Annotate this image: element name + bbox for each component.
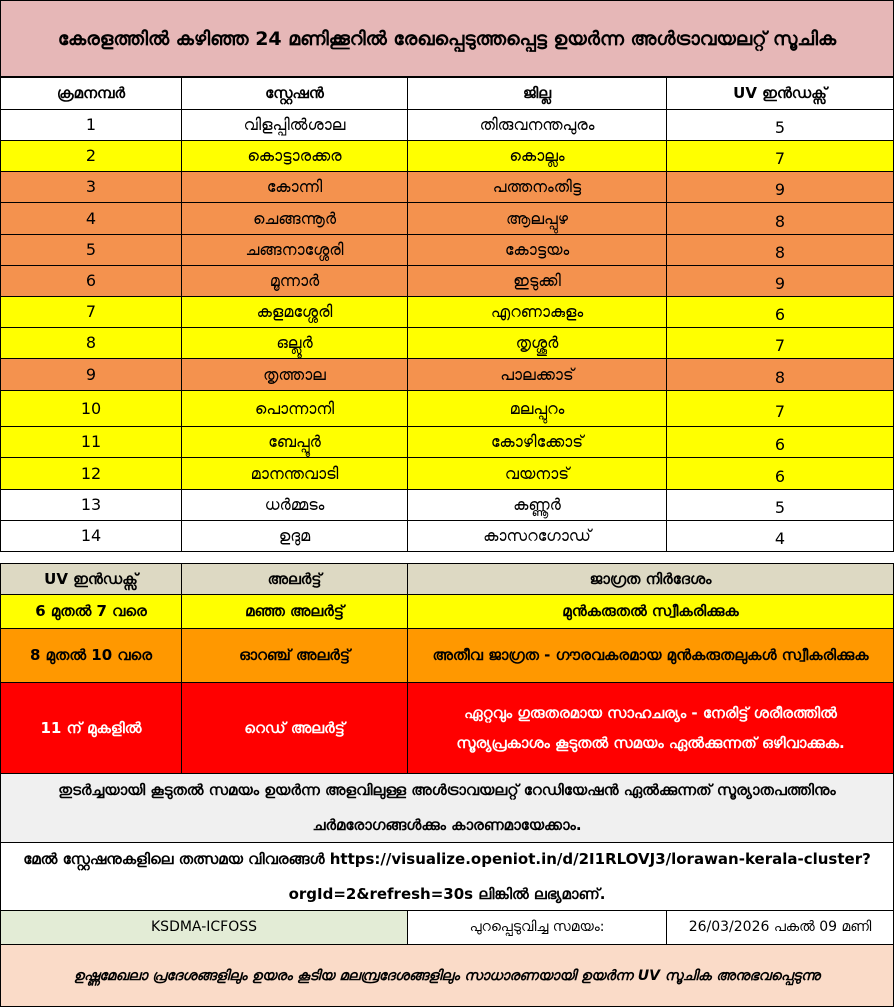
row-uv: 4 [666, 520, 894, 552]
row-uv: 5 [666, 489, 894, 521]
row-number: 12 [0, 457, 182, 490]
row-number: 8 [0, 327, 182, 359]
row-district: പാലക്കാട് [407, 358, 667, 391]
data-link-note: മേൽ സ്റ്റേഷനുകളിലെ തത്സമയ വിവരങ്ങൾ https://visualize.openiot.in/d/2I1RLOVJ3/lorawan-kerala-cluster?orgId=2&refresh=30s ലിങ്കിൽ ലഭ്യമാണ്. [0, 842, 894, 911]
row-station: വിളപ്പിൽശാല [181, 109, 408, 141]
row-station: ബേപ്പൂർ [181, 426, 408, 458]
legend-yellow-range: 6 മുതൽ 7 വരെ [0, 594, 182, 629]
legend-red-range: 11 ന് മുകളിൽ [0, 682, 182, 774]
row-station: കോന്നി [181, 171, 408, 203]
row-uv: 7 [666, 327, 894, 359]
bottom-note: ഉഷ്ണമേഖലാ പ്രദേശങ്ങളിലും ഉയരം കൂടിയ മലമ്പ്രദേശങ്ങളിലും സാധാരണയായി ഉയർന്ന UV സൂചിക അനുഭവപ്പെടുന്നു [0, 944, 894, 1007]
row-uv: 8 [666, 358, 894, 391]
row-uv: 8 [666, 234, 894, 266]
row-number: 5 [0, 234, 182, 266]
page-title: കേരളത്തിൽ കഴിഞ്ഞ 24 മണിക്കൂറിൽ രേഖപ്പെടുത്തപ്പെട്ട ഉയർന്ന അൾട്രാവയലറ്റ് സൂചിക [0, 0, 894, 77]
footer-source: KSDMA-ICFOSS [0, 910, 408, 945]
row-station: മൂന്നാർ [181, 265, 408, 297]
legend-orange-range: 8 മുതൽ 10 വരെ [0, 628, 182, 683]
row-number: 14 [0, 520, 182, 552]
row-district: മലപ്പുറം [407, 390, 667, 427]
row-number: 3 [0, 171, 182, 203]
row-uv: 9 [666, 265, 894, 297]
row-station: മാനന്തവാടി [181, 457, 408, 490]
legend-yellow-advice: മുൻകരുതൽ സ്വീകരിക്കുക [407, 594, 894, 629]
legend-header-alert: അലർട്ട് [181, 563, 408, 595]
legend-red-alert: റെഡ് അലർട്ട് [181, 682, 408, 774]
row-uv: 5 [666, 109, 894, 141]
row-district: കണ്ണൂർ [407, 489, 667, 521]
legend-header-uv: UV ഇൻഡക്സ് [0, 563, 182, 595]
col-header-number: ക്രമനമ്പർ [0, 77, 182, 110]
row-station: ചങ്ങനാശ്ശേരി [181, 234, 408, 266]
row-number: 9 [0, 358, 182, 391]
row-number: 4 [0, 202, 182, 235]
col-header-district: ജില്ല [407, 77, 667, 110]
row-district: കൊല്ലം [407, 140, 667, 172]
row-district: പത്തനംതിട്ട [407, 171, 667, 203]
legend-orange-advice: അതീവ ജാഗ്രത - ഗൗരവകരമായ മുൻകരുതലുകൾ സ്വീകരിക്കുക [407, 628, 894, 683]
row-district: എറണാകുളം [407, 296, 667, 328]
row-station: ഉദുമ [181, 520, 408, 552]
row-district: ആലപ്പുഴ [407, 202, 667, 235]
row-number: 13 [0, 489, 182, 521]
legend-red-advice: ഏറ്റവും ഗുരുതരമായ സാഹചര്യം - നേരിട്ട് ശരീരത്തിൽ സൂര്യപ്രകാശം കൂടുതൽ സമയം ഏൽക്കുന്നത് ഒഴിവാക്കുക. [407, 682, 894, 774]
legend-yellow-alert: മഞ്ഞ അലർട്ട് [181, 594, 408, 629]
row-station: കൊട്ടാരക്കര [181, 140, 408, 172]
footer-published-time: 26/03/2026 പകൽ 09 മണി [666, 910, 894, 945]
row-district: വയനാട് [407, 457, 667, 490]
row-uv: 8 [666, 202, 894, 235]
row-station: തൃത്താല [181, 358, 408, 391]
row-station: ചെങ്ങന്നൂർ [181, 202, 408, 235]
warning-note: തുടർച്ചയായി കൂടുതൽ സമയം ഉയർന്ന അളവിലുള്ള അൾട്രാവയലറ്റ് റേഡിയേഷൻ ഏൽക്കുന്നത് സൂര്യാതപത്തിനും ചർമരോഗങ്ങൾക്കും കാരണമായേക്കാം. [0, 773, 894, 843]
row-uv: 7 [666, 390, 894, 427]
row-uv: 9 [666, 171, 894, 203]
col-header-station: സ്റ്റേഷൻ [181, 77, 408, 110]
row-district: ഇടുക്കി [407, 265, 667, 297]
row-station: പൊന്നാനി [181, 390, 408, 427]
legend-orange-alert: ഓറഞ്ച് അലർട്ട് [181, 628, 408, 683]
row-number: 6 [0, 265, 182, 297]
row-district: തൃശ്ശൂർ [407, 327, 667, 359]
row-uv: 6 [666, 296, 894, 328]
legend-header-advice: ജാഗ്രത നിർദേശം [407, 563, 894, 595]
row-district: തിരുവനന്തപുരം [407, 109, 667, 141]
row-uv: 7 [666, 140, 894, 172]
row-number: 2 [0, 140, 182, 172]
row-station: ധർമ്മടം [181, 489, 408, 521]
row-district: കാസറഗോഡ് [407, 520, 667, 552]
row-station: ഒല്ലൂർ [181, 327, 408, 359]
row-uv: 6 [666, 457, 894, 490]
row-station: കളമശ്ശേരി [181, 296, 408, 328]
row-uv: 6 [666, 426, 894, 458]
row-number: 7 [0, 296, 182, 328]
row-number: 11 [0, 426, 182, 458]
row-district: കോഴിക്കോട് [407, 426, 667, 458]
row-number: 1 [0, 109, 182, 141]
footer-published-label: പുറപ്പെടുവിച്ച സമയം: [407, 910, 667, 945]
col-header-uv: UV ഇൻഡക്സ് [666, 77, 894, 110]
row-number: 10 [0, 390, 182, 427]
row-district: കോട്ടയം [407, 234, 667, 266]
